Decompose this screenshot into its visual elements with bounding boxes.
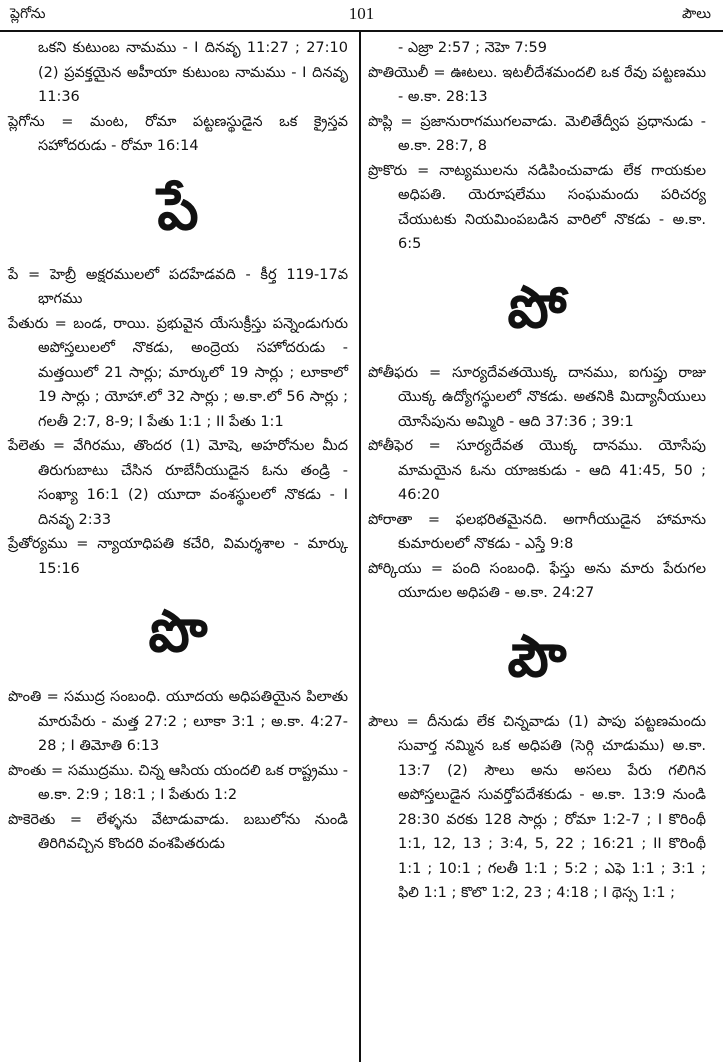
right-column — [368, 36, 706, 1062]
dictionary-entry: పోతీఫరు = సూర్యదేవతయొక్క దానము, ఐగుప్తు రాజు యొక్క ఉద్యోగస్థులలో నొకడు. అతనికి మిద్యానీయులు యోసేపును అమ్మిరి - ఆది 37:36 ; 39:1 — [368, 364, 706, 430]
dictionary-entry: ప్రొకొరు = నాట్యములను నడిపించువాడు లేక గాయకుల అధిపతి. యెరూషలేము సంఘమందు పరిచర్య చేయుటకు నియమింపబడిన వారిలో నొకడు - అ.కా. 6:5 — [368, 162, 706, 252]
dictionary-entry: పొతియొలీ = ఊటలు. ఇటలీదేశమందలి ఒక రేవు పట్టణము - అ.కా. 28:13 — [368, 64, 706, 105]
dictionary-entry: పోతీఫెర = సూర్యదేవత యొక్క దానము. యోసేపు మామయైన ఓను యాజకుడు - ఆది 41:45, 50 ; 46:20 — [368, 438, 706, 503]
dictionary-entry: పోర్కియు = పంది సంబంధి. ఫేస్తు అను మారు పేరుగల యూదుల అధిపతి - అ.కా. 24:27 — [368, 560, 706, 601]
dictionary-entry: ఒకని కుటుంబ నామము - I దినవృ 11:27 ; 27:10 (2) ప్రవక్తయైన అహీయా కుటుంబ నామము - I దినవృ 11:36 — [38, 40, 348, 105]
page-header — [0, 0, 723, 30]
dictionary-entry: పే = హెబ్రీ అక్షరములలో పదహేడవది - కీర్త 119-17వ భాగము — [8, 266, 348, 307]
page-number: 101 — [348, 4, 375, 23]
left-column — [8, 36, 348, 1062]
header-rule — [0, 30, 723, 32]
dictionary-entry: పోరాతా = ఫలభరితమైనది. అగాగీయుడైన హామాను కుమారులలో నొకడు - ఎస్తే 9:8 — [368, 511, 706, 552]
dictionary-entry: పేతురు = బండ, రాయి. ప్రభువైన యేసుక్రీస్తు పన్నెండుగురు అపోస్తలులలో నొకడు, అంద్రెయ సహోదరుడు - మత్తయిలో 21 సార్లు; మార్కులో 19 సార్లు ; లూకాలో 19 సార్లు ; యోహా.లో 32 సార్లు ; అ.కా.లో 56 సార్లు ; గలతీ 2:7, 8-9; I పేతు 1:1 ; II పేతు 1:1 — [8, 315, 348, 430]
dictionary-entry: పొంతి = సముద్ర సంబంధి. యూదయ అధిపతియైన పిలాతు మారుపేరు - మత్త 27:2 ; లూకా 3:1 ; అ.కా. 4:27-28 ; I తిమోతి 6:13 — [8, 689, 348, 754]
header-right-guide-word: పౌలు — [681, 6, 711, 22]
section-heading-pau: పౌ — [507, 621, 567, 690]
section-heading-po-left: పొ — [148, 597, 208, 665]
column-divider — [359, 32, 361, 1062]
dictionary-entry: పొప్లి = ప్రజానురాగముగలవాడు. మెలితేద్వీప ప్రధానుడు - అ.కా. 28:7, 8 — [368, 113, 706, 154]
dictionary-entry: పొంతు = సముద్రము. చిన్న ఆసియ యందలి ఒక రాష్ట్రము - అ.కా. 2:9 ; 18:1 ; I పేతురు 1:2 — [8, 762, 348, 803]
section-heading-pe: పే — [157, 174, 199, 243]
dictionary-entry: ప్లెగోను = మంట, రోమా పట్టణస్థుడైన ఒక క్రైస్తవ సహోదరుడు - రోమా 16:14 — [8, 113, 348, 154]
dictionary-entry: పొకెరెతు = లేళ్ళను వేటాడువాడు. బబులోను నుండి తిరిగివచ్చిన కొందరి వంశపితరుడు — [8, 811, 348, 852]
header-left-guide-word: ప్లెగోను — [10, 6, 46, 22]
section-heading-po-right: పో — [507, 272, 567, 341]
dictionary-entry: ప్రేతోర్యము = న్యాయాధిపతి కచేరి, విమర్శశాల - మార్కు 15:16 — [8, 536, 348, 577]
dictionary-entry: పేలెతు = వేగిరము, తొందర (1) మోషె, అహరోనుల మీద తిరుగుబాటు చేసిన రూబేనీయుడైన ఓను తండ్రి - సంఖ్యా 16:1 (2) యూదా వంశస్థులలో నొకడు - I దినవృ 2:33 — [8, 438, 348, 528]
dictionary-entry: పౌలు = దీనుడు లేక చిన్నవాడు (1) పాపు పట్టణమందు సువార్త నమ్మిన ఒక అధిపతి (సెర్గి చూడుము) అ.కా. 13:7 (2) సౌలు అను అసలు పేరు గలిగిన అపోస్తలుడైన సువర్తోపదేశకుడు - అ.కా. 13:9 నుండి 28:30 వరకు 128 సార్లు ; రోమా 1:2-7 ; I కొరింథీ 1:1, 12, 13 ; 3:4, 5, 22 ; 16:21 ; II కొరింథీ 1:1 ; 10:1 ; గలతీ 1:1 ; 5:2 ; ఎఫె 1:1 ; 3:1 ; ఫిలి 1:1 ; కొలొ 1:2, 23 ; 4:18 ; I థెస్స 1:1 ; — [368, 713, 706, 901]
dictionary-entry: - ఎజ్రా 2:57 ; నెహె 7:59 — [398, 40, 547, 56]
